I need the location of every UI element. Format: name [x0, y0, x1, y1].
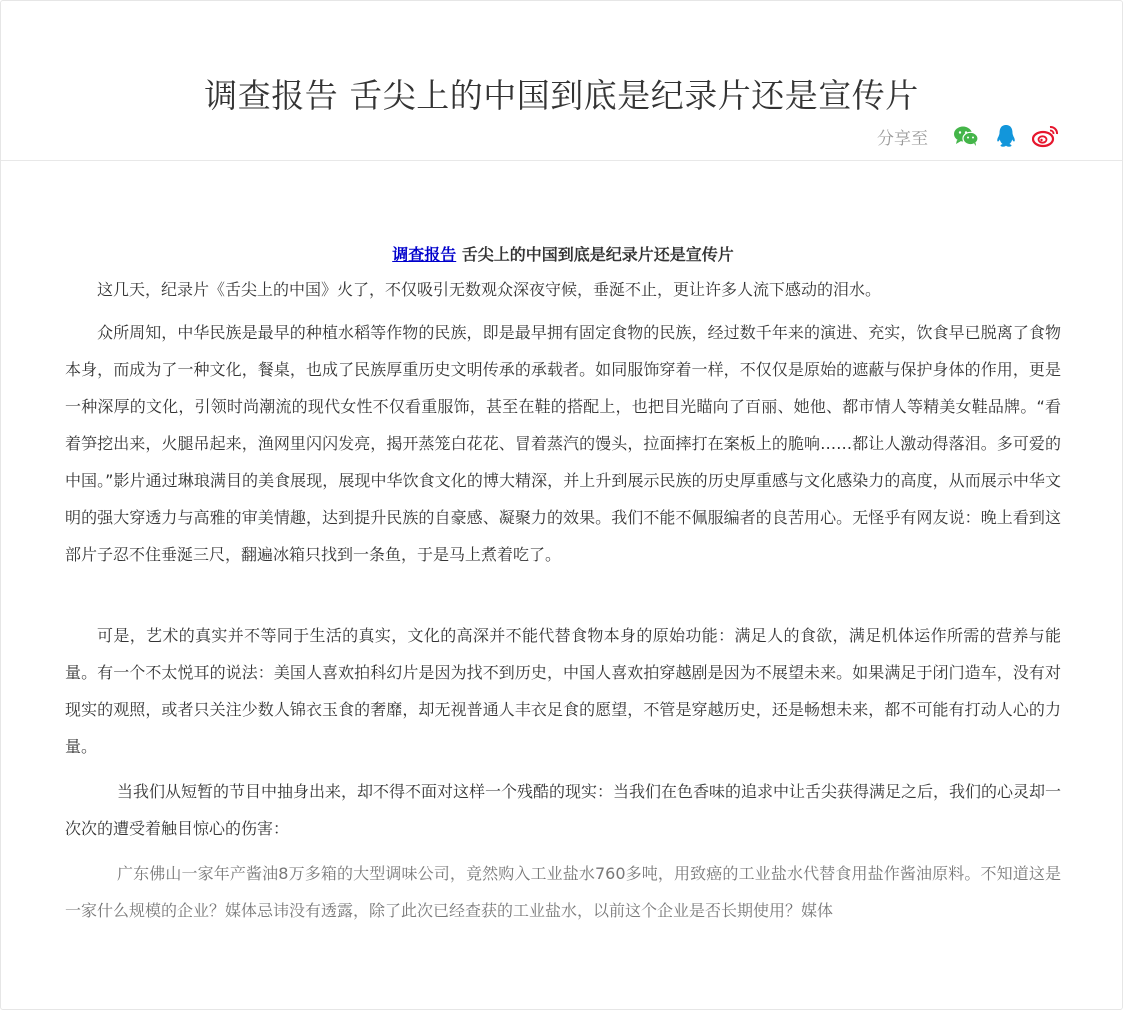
paragraph: 这几天，纪录片《舌尖上的中国》火了，不仅吸引无数观众深夜守候，垂涎不止，更让许多人流下感动的泪水。 — [97, 280, 882, 299]
paragraph: 可是，艺术的真实并不等同于生活的真实，文化的高深并不能代替食物本身的原始功能：满足人的食欲，满足机体运作所需的营养与能量。有一个不太悦耳的说法：美国人喜欢拍科幻片是因为找不到历史，中国人喜欢拍穿越剧是因为不展望未来。如果满足于闭门造车，没有对现实的观照，或者只关注少数人锦衣玉食的奢靡，却无视普通人丰衣足食的愿望，不管是穿越历史，还是畅想未来，都不可能有打动人心的力量。 — [65, 626, 1061, 756]
subtitle-text: 舌尖上的中国到底是纪录片还是宣传片 — [456, 245, 734, 264]
quote-paragraph: 广东佛山一家年产酱油8万多箱的大型调味公司，竟然购入工业盐水760多吨，用致癌的工业盐水代替食用盐作酱油原料。不知道这是一家什么规模的企业？媒体忌讳没有透露，除了此次已经查获的工业盐水，以前这个企业是否长期使用？媒体 — [65, 864, 1061, 920]
article-subtitle — [65, 241, 1061, 269]
wechat-icon[interactable] — [952, 122, 980, 150]
qq-icon[interactable] — [992, 122, 1020, 150]
weibo-icon[interactable] — [1032, 122, 1060, 150]
share-label: 分享至 — [877, 128, 928, 149]
page-title: 调查报告 舌尖上的中国到底是纪录片还是宣传片 — [204, 76, 919, 116]
paragraph: 众所周知，中华民族是最早的种植水稻等作物的民族，即是最早拥有固定食物的民族，经过数千年来的演进、充实，饮食早已脱离了食物本身，而成为了一种文化，餐桌，也成了民族厚重历史文明传承的承载者。如同服饰穿着一样，不仅仅是原始的遮蔽与保护身体的作用，更是一种深厚的文化，引领时尚潮流的现代女性不仅看重服饰，甚至在鞋的搭配上，也把目光瞄向了百丽、她他、都市情人等精美女鞋品牌。“看着笋挖出来，火腿吊起来，渔网里闪闪发亮，揭开蒸笼白花花、冒着蒸汽的馒头，拉面摔打在案板上的脆响……都让人激动得落泪。多可爱的中国。”影片通过琳琅满目的美食展现，展现中华饮食文化的博大精深，并上升到展示民族的历史厚重感与文化感染力的高度，从而展示中华文明的强大穿透力与高雅的审美情趣，达到提升民族的自豪感、凝聚力的效果。我们不能不佩服编者的良苦用心。无怪乎有网友说：晚上看到这部片子忍不住垂涎三尺，翻遍冰箱只找到一条鱼，于是马上煮着吃了。 — [65, 323, 1061, 564]
article-body — [65, 241, 1061, 929]
subtitle-link[interactable]: 调查报告 — [392, 245, 457, 264]
share-bar — [877, 121, 1060, 151]
paragraph: 当我们从短暂的节目中抽身出来，却不得不面对这样一个残酷的现实：当我们在色香味的追求中让舌尖获得满足之后，我们的心灵却一次次的遭受着触目惊心的伤害： — [65, 782, 1062, 838]
article-header — [1, 1, 1122, 161]
